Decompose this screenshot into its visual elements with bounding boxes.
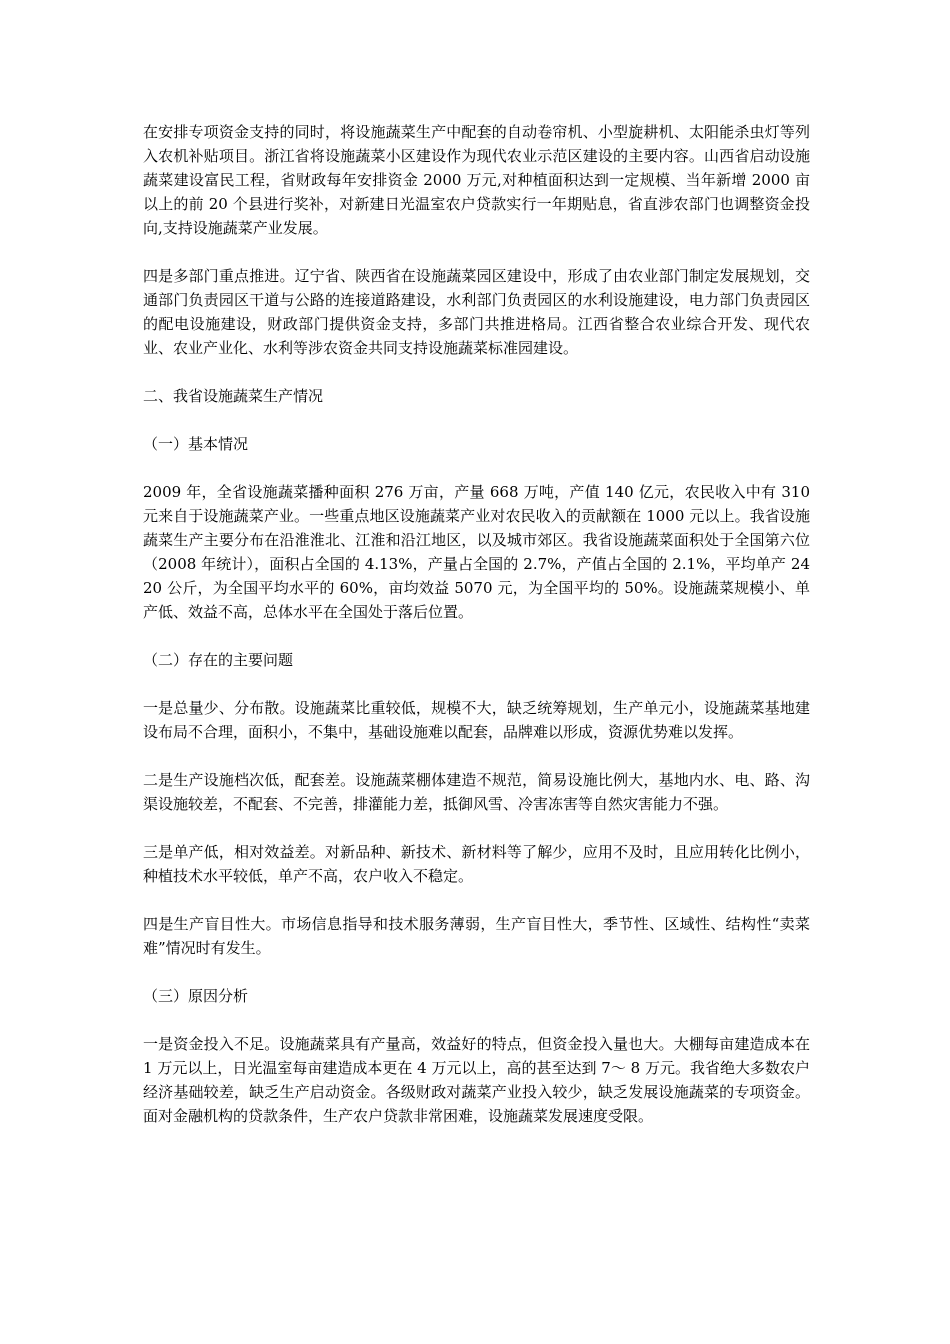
paragraph-problem-3: 三是单产低，相对效益差。对新品种、新技术、新材料等了解少，应用不及时，且应用转化比例小，种植技术水平较低，单产不高，农户收入不稳定。 bbox=[143, 843, 810, 885]
document-body bbox=[143, 120, 810, 1152]
paragraph-basic-situation: 2009 年，全省设施蔬菜播种面积 276 万亩，产量 668 万吨，产值 140 亿元，农民收入中有 310 元来自于设施蔬菜产业。一些重点地区设施蔬菜产业对农民收入的贡献额在 1000 元以上。我省设施蔬菜生产主要分布在沿淮淮北、江淮和沿江地区，以及城市郊区。我省设施蔬菜面积处于全国第六位（2008 年统计），面积占全国的 4.13%，产量占全国的 2.7%，产值占全国的 2.1%，平均单产 2420 公斤，为全国平均水平的 60%，亩均效益 5070 元，为全国平均的 50%。设施蔬菜规模小、单产低、效益不高，总体水平在全国处于落后位置。 bbox=[143, 483, 810, 621]
section-heading-production: 二、我省设施蔬菜生产情况 bbox=[143, 387, 324, 405]
paragraph-multi-department: 四是多部门重点推进。辽宁省、陕西省在设施蔬菜园区建设中，形成了由农业部门制定发展规划，交通部门负责园区干道与公路的连接道路建设，水利部门负责园区的水利设施建设，电力部门负责园区的配电设施建设，财政部门提供资金支持，多部门共推进格局。江西省整合农业综合开发、现代农业、农业产业化、水利等涉农资金共同支持设施蔬菜标准园建设。 bbox=[143, 267, 810, 357]
paragraph-problem-4: 四是生产盲目性大。市场信息指导和技术服务薄弱，生产盲目性大，季节性、区域性、结构性“卖菜难”情况时有发生。 bbox=[143, 915, 810, 957]
subsection-heading-basic: （一）基本情况 bbox=[143, 435, 249, 453]
subsection-heading-problems: （二）存在的主要问题 bbox=[143, 651, 294, 669]
paragraph-subsidy: 在安排专项资金支持的同时，将设施蔬菜生产中配套的自动卷帘机、小型旋耕机、太阳能杀虫灯等列入农机补贴项目。浙江省将设施蔬菜小区建设作为现代农业示范区建设的主要内容。山西省启动设施蔬菜建设富民工程，省财政每年安排资金 2000 万元,对种植面积达到一定规模、当年新增 2000 亩以上的前 20 个县进行奖补，对新建日光温室农户贷款实行一年期贴息，省直涉农部门也调整资金投向,支持设施蔬菜产业发展。 bbox=[143, 123, 810, 237]
paragraph-problem-1: 一是总量少、分布散。设施蔬菜比重较低，规模不大，缺乏统筹规划，生产单元小，设施蔬菜基地建设布局不合理，面积小，不集中，基础设施难以配套，品牌难以形成，资源优势难以发挥。 bbox=[143, 699, 810, 741]
subsection-heading-causes: （三）原因分析 bbox=[143, 987, 249, 1005]
paragraph-problem-2: 二是生产设施档次低，配套差。设施蔬菜棚体建造不规范，简易设施比例大，基地内水、电、路、沟渠设施较差，不配套、不完善，排灌能力差，抵御风雪、冷害冻害等自然灾害能力不强。 bbox=[143, 771, 810, 813]
paragraph-cause-1: 一是资金投入不足。设施蔬菜具有产量高，效益好的特点，但资金投入量也大。大棚每亩建造成本在 1 万元以上，日光温室每亩建造成本更在 4 万元以上，高的甚至达到 7～ 8 万元。我省绝大多数农户经济基础较差，缺乏生产启动资金。各级财政对蔬菜产业投入较少，缺乏发展设施蔬菜的专项资金。面对金融机构的贷款条件，生产农户贷款非常困难，设施蔬菜发展速度受限。 bbox=[143, 1035, 810, 1125]
